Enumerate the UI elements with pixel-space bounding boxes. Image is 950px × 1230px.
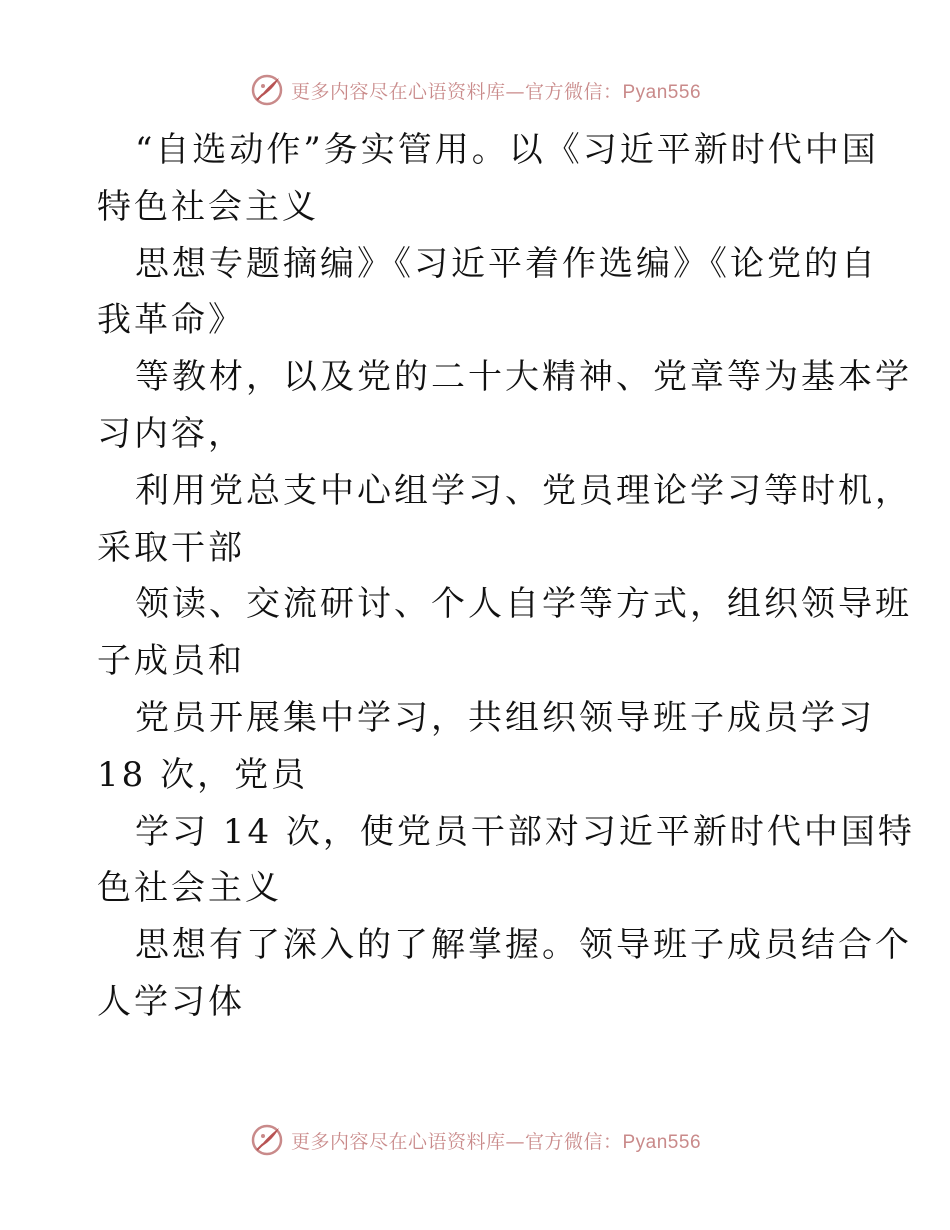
feather-circle-logo-icon	[249, 1122, 285, 1158]
header-watermark-handle: Pyan556	[622, 81, 702, 103]
text-line: 18 次，党员	[97, 754, 309, 795]
text-line: 党员开展集中学习，共组织领导班子成员学习	[135, 697, 875, 738]
text-line: 人学习体	[97, 981, 245, 1022]
text-line: 思想有了深入的了解掌握。领导班子成员结合个	[135, 925, 912, 966]
body-text	[97, 122, 915, 1031]
header-watermark-label: 更多内容尽在心语资料库—官方微信：	[290, 80, 623, 103]
text-line: 等教材，以及党的二十大精神、党章等为基本学	[135, 357, 912, 398]
text-line: “自选动作”务实管用。以《习近平新时代中国	[135, 130, 879, 170]
text-line: 思想专题摘编》《习近平着作选编》《论党的自	[135, 243, 878, 284]
text-line: 子成员和	[97, 641, 245, 682]
footer-watermark-text	[291, 1127, 701, 1154]
footer-watermark-label: 更多内容尽在心语资料库—官方微信：	[290, 1130, 623, 1153]
text-line: 我革命》	[97, 300, 245, 341]
feather-circle-logo-icon	[249, 72, 285, 108]
text-line: 色社会主义	[97, 868, 282, 909]
text-line: 领读、交流研讨、个人自学等方式，组织领导班	[135, 584, 912, 625]
text-line: 学习 14 次，使党员干部对习近平新时代中国特	[135, 811, 915, 852]
text-line: 采取干部	[97, 527, 245, 568]
text-line: 利用党总支中心组学习、党员理论学习等时机，	[135, 470, 912, 511]
footer-watermark-handle: Pyan556	[622, 1131, 702, 1153]
header-watermark-text	[291, 77, 701, 104]
text-line: 习内容，	[97, 413, 245, 454]
footer-watermark-banner	[0, 1120, 950, 1160]
header-watermark-banner	[0, 70, 950, 110]
text-line: 特色社会主义	[97, 186, 319, 227]
